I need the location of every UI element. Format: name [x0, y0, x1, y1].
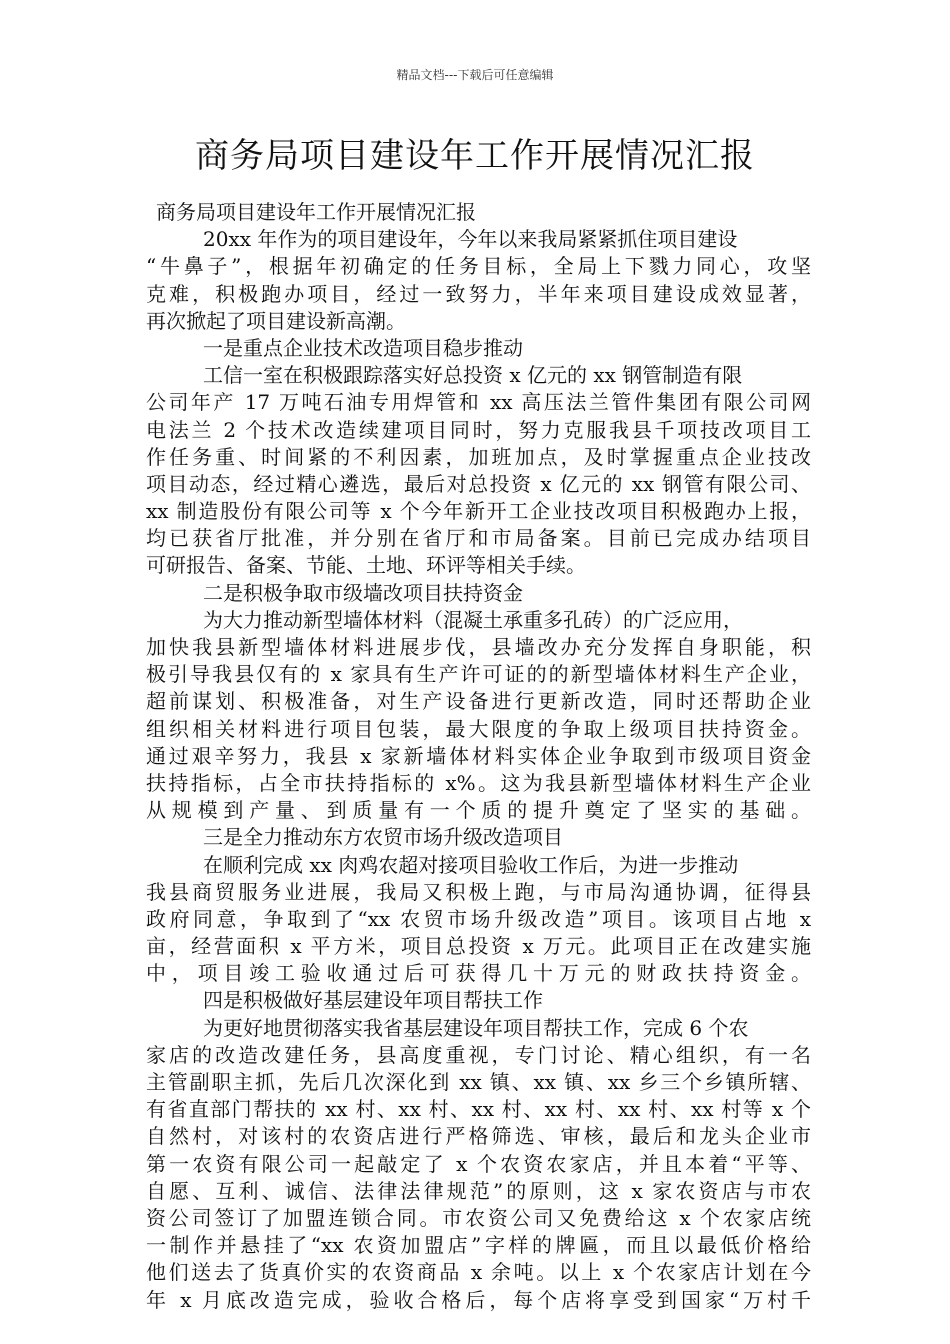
paragraph-line: 通过艰辛努力，我县 x 家新墙体材料实体企业争取到市级项目资金: [146, 743, 811, 768]
paragraph-line: 20xx 年作为的项目建设年，今年以来我局紧紧抓住项目建设: [203, 227, 738, 252]
section-heading-line: 三是全力推动东方农贸市场升级改造项目: [203, 825, 563, 850]
paragraph-line: 第一农资有限公司一起敲定了 x 个农资农家店，并且本着“平等、: [146, 1151, 811, 1176]
paragraph-line: 主管副职主抓，先后几次深化到 xx 镇、xx 镇、xx 乡三个乡镇所辖、: [146, 1070, 811, 1094]
paragraph-line: 年 x 月底改造完成，验收合格后，每个店将享受到国家“万村千: [146, 1287, 811, 1312]
paragraph-line: 从规模到产量、到质量有一个质的提升奠定了坚实的基础。: [146, 798, 811, 823]
paragraph-line: 为大力推动新型墙体材料（混凝土承重多孔砖）的广泛应用，: [203, 607, 743, 632]
paragraph-line: 一制作并悬挂了“xx 农资加盟店”字样的牌匾，而且以最低价格给: [146, 1233, 811, 1258]
paragraph-line: 家店的改造改建任务，县高度重视，专门讨论、精心组织，有一名: [146, 1042, 811, 1067]
paragraph-line: 均已获省厅批准，并分别在省厅和市局备案。目前已完成办结项目: [146, 526, 811, 551]
paragraph-line: 商务局项目建设年工作开展情况汇报: [156, 200, 476, 224]
paragraph-line: 极引导我县仅有的 x 家具有生产许可证的的新型墙体材料生产企业，: [146, 662, 811, 687]
paragraph-line: 作任务重、时间紧的不利因素，加班加点，及时掌握重点企业技改: [146, 444, 811, 469]
paragraph-line: 项目动态，经过精心遴选，最后对总投资 x 亿元的 xx 钢管有限公司、: [146, 471, 811, 496]
section-heading-line: 四是积极做好基层建设年项目帮扶工作: [203, 988, 543, 1013]
paragraph-line: 工信一室在积极跟踪落实好总投资 x 亿元的 xx 钢管制造有限: [203, 363, 743, 388]
section-heading-line: 二是积极争取市级墙改项目扶持资金: [203, 580, 523, 605]
document-body: [146, 199, 811, 1314]
paragraph-line: 公司年产 17 万吨石油专用焊管和 xx 高压法兰管件集团有限公司网: [146, 390, 811, 415]
paragraph-line: 有省直部门帮扶的 xx 村、xx 村、xx 村、xx 村、xx 村、xx 村等 x 个: [146, 1097, 811, 1122]
paragraph-line: 为更好地贯彻落实我省基层建设年项目帮扶工作，完成 6 个农: [203, 1015, 749, 1040]
paragraph-line: 加快我县新型墙体材料进展步伐，县墙改办充分发挥自身职能，积: [146, 635, 811, 659]
paragraph-line: 资公司签订了加盟连锁合同。市农资公司又免费给这 x 个农家店统: [146, 1205, 811, 1230]
paragraph-line: 在顺利完成 xx 肉鸡农超对接项目验收工作后，为进一步推动: [203, 852, 739, 877]
section-heading-line: 一是重点企业技术改造项目稳步推动: [203, 335, 523, 360]
paragraph-line: 中，项目竣工验收通过后可获得几十万元的财政扶持资金。: [146, 961, 811, 986]
paragraph-line: 再次掀起了项目建设新高潮。: [146, 308, 406, 333]
paragraph-line: 可研报告、备案、节能、土地、环评等相关手续。: [146, 553, 586, 578]
paragraph-line: 政府同意，争取到了“xx 农贸市场升级改造”项目。该项目占地 x: [146, 906, 811, 931]
paragraph-line: 电法兰 2 个技术改造续建项目同时，努力克服我县千项技改项目工: [146, 417, 811, 442]
header-note: 精品文档---下载后可任意编辑: [396, 68, 554, 82]
document-title: 商务局项目建设年工作开展情况汇报: [195, 136, 755, 176]
paragraph-line: 他们送去了货真价实的农资商品 x 余吨。以上 x 个农家店计划在今: [146, 1260, 811, 1285]
paragraph-line: xx 制造股份有限公司等 x 个今年新开工企业技改项目积极跑办上报，: [146, 499, 811, 524]
paragraph-line: 超前谋划、积极准备，对生产设备进行更新改造，同时还帮助企业: [146, 689, 811, 714]
paragraph-line: 克难，积极跑办项目，经过一致努力，半年来项目建设成效显著，: [146, 281, 811, 306]
paragraph-line: 扶持指标，占全市扶持指标的 x%。这为我县新型墙体材料生产企业: [146, 770, 811, 795]
paragraph-line: 组织相关材料进行项目包装，最大限度的争取上级项目扶持资金。: [146, 716, 811, 741]
paragraph-line: 自然村，对该村的农资店进行严格筛选、审核，最后和龙头企业市: [146, 1124, 811, 1149]
paragraph-line: 自愿、互利、诚信、法律法律规范”的原则，这 x 家农资店与市农: [146, 1178, 811, 1203]
paragraph-line: 亩，经营面积 x 平方米，项目总投资 x 万元。此项目正在改建实施: [146, 934, 811, 959]
paragraph-line: “牛鼻子”，根据年初确定的任务目标，全局上下戮力同心，攻坚: [146, 254, 811, 279]
paragraph-line: 我县商贸服务业进展，我局又积极上跑，与市局沟通协调，征得县: [146, 879, 811, 904]
